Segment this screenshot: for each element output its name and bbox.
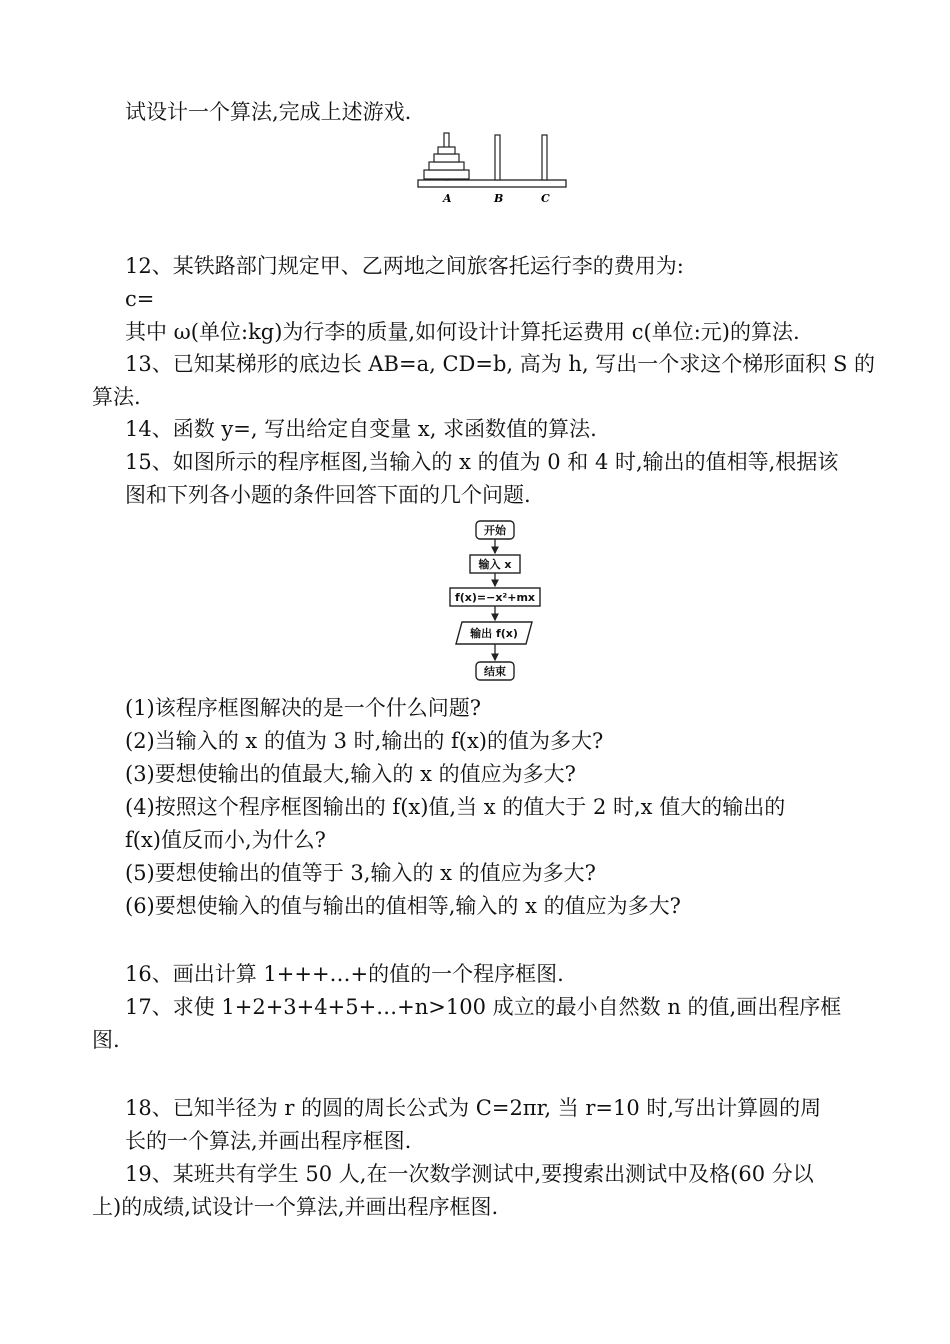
q15-sub3: (3)要想使输出的值最大,输入的 x 的值应为多大?	[125, 762, 576, 786]
q19-line1: 19、某班共有学生 50 人,在一次数学测试中,要搜索出测试中及格(60 分以	[125, 1162, 814, 1186]
label-b: B	[494, 192, 504, 205]
q19-line2: 上)的成绩,试设计一个算法,并画出程序框图.	[92, 1195, 499, 1219]
q17-line2: 图.	[92, 1028, 120, 1052]
q13-line2: 算法.	[92, 385, 141, 409]
fc-end-text: 结束	[484, 665, 506, 678]
q12-line3: 其中 ω(单位:kg)为行李的质量,如何设计计算托运费用 c(单位:元)的算法.	[125, 320, 800, 344]
intro-line: 试设计一个算法,完成上述游戏.	[125, 100, 412, 124]
q18-line1: 18、已知半径为 r 的圆的周长公式为 C=2πr, 当 r=10 时,写出计算圆的周	[125, 1096, 822, 1120]
q18-line2: 长的一个算法,并画出程序框图.	[125, 1129, 412, 1153]
peg-b	[495, 135, 500, 180]
label-c: C	[541, 192, 550, 205]
flowchart	[440, 518, 550, 686]
fc-process-text: f(x)=−x²+mx	[454, 591, 536, 604]
q12-line1: 12、某铁路部门规定甲、乙两地之间旅客托运行李的费用为:	[125, 254, 684, 278]
q17-line1: 17、求使 1+2+3+4+5+…+n>100 成立的最小自然数 n 的值,画出程序框	[125, 995, 842, 1019]
disk-4	[424, 170, 469, 179]
q12-line2: c=	[125, 287, 155, 311]
disk-3	[429, 162, 464, 170]
q15-sub2: (2)当输入的 x 的值为 3 时,输出的 f(x)的值为多大?	[125, 729, 604, 753]
q15-line1: 15、如图所示的程序框图,当输入的 x 的值为 0 和 4 时,输出的值相等,根据该	[125, 450, 839, 474]
q15-line2: 图和下列各小题的条件回答下面的几个问题.	[125, 483, 531, 507]
q13-line1: 13、已知某梯形的底边长 AB=a, CD=b, 高为 h, 写出一个求这个梯形面积 S 的	[125, 352, 876, 376]
disk-2	[434, 154, 459, 162]
q15-sub1: (1)该程序框图解决的是一个什么问题?	[125, 696, 482, 720]
q15-sub5: (5)要想使输出的值等于 3,输入的 x 的值应为多大?	[125, 861, 596, 885]
hanoi-figure	[412, 130, 572, 208]
label-a: A	[443, 192, 452, 205]
q16-line1: 16、画出计算 1+++…+的值的一个程序框图.	[125, 962, 564, 986]
q15-sub4-line2: f(x)值反而小,为什么?	[125, 828, 326, 852]
fc-start-text: 开始	[484, 524, 506, 537]
fc-output-text: 输出 f(x)	[470, 627, 518, 640]
fc-input-text: 输入 x	[478, 558, 512, 571]
disk-1	[438, 147, 455, 154]
q15-sub6: (6)要想使输入的值与输出的值相等,输入的 x 的值应为多大?	[125, 894, 681, 918]
q15-sub4-line1: (4)按照这个程序框图输出的 f(x)值,当 x 的值大于 2 时,x 值大的输出的	[125, 795, 786, 819]
q14-line1: 14、函数 y=, 写出给定自变量 x, 求函数值的算法.	[125, 417, 597, 441]
peg-c	[542, 135, 547, 180]
hanoi-base	[418, 180, 566, 187]
